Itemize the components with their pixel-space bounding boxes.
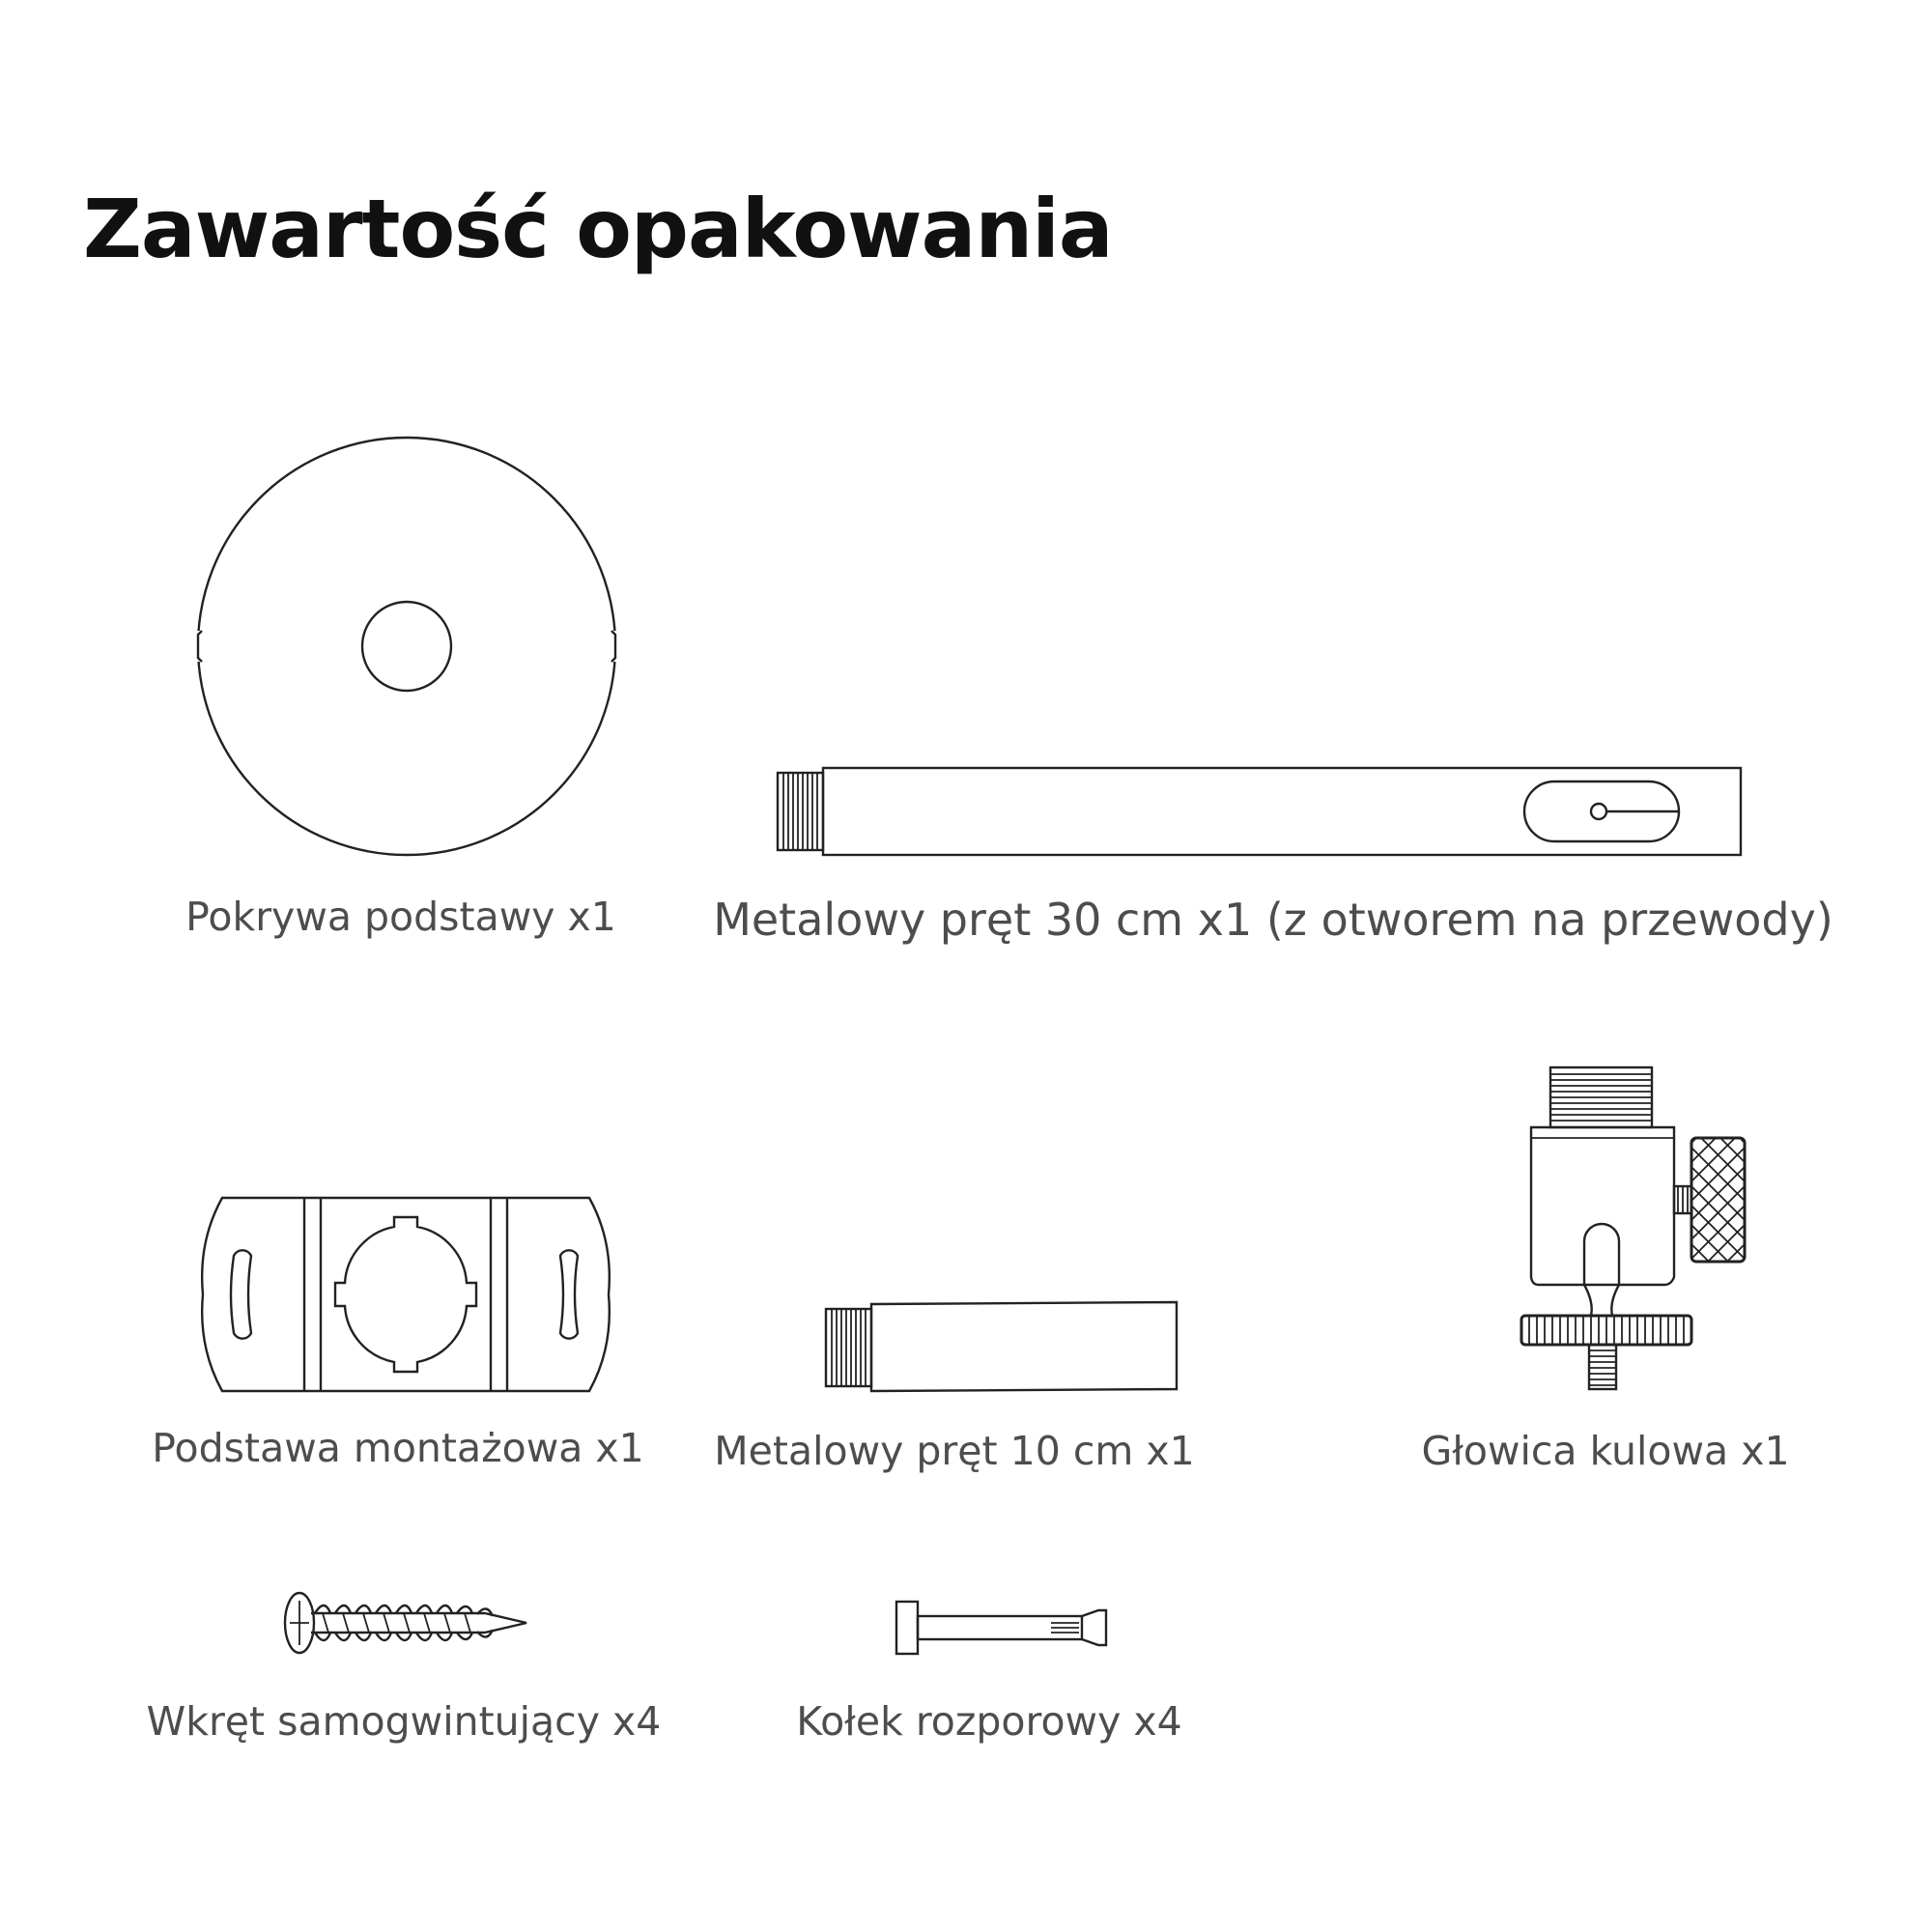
metal-rod-10cm-icon [821,1299,1183,1396]
mounting-base-icon [198,1193,609,1396]
metal-rod-30cm-icon [773,763,1748,860]
item-label-mounting-base: Podstawa montażowa x1 [152,1425,644,1471]
item-label-metal-rod-30cm: Metalowy pręt 30 cm x1 (z otworem na przewody) [713,894,1833,946]
page-title: Zawartość opakowania [83,182,1113,276]
item-label-ball-head: Głowica kulowa x1 [1421,1428,1790,1474]
self-tapping-screw-icon [282,1589,533,1657]
base-cover-icon [193,433,620,860]
item-label-base-cover: Pokrywa podstawy x1 [185,894,616,940]
ball-head-icon [1512,1063,1753,1396]
item-label-metal-rod-10cm: Metalowy pręt 10 cm x1 [714,1428,1195,1474]
wall-anchor-icon [894,1599,1111,1657]
item-label-self-tapping-screw: Wkręt samogwintujący x4 [146,1698,662,1745]
item-label-wall-anchor: Kołek rozporowy x4 [796,1698,1182,1745]
